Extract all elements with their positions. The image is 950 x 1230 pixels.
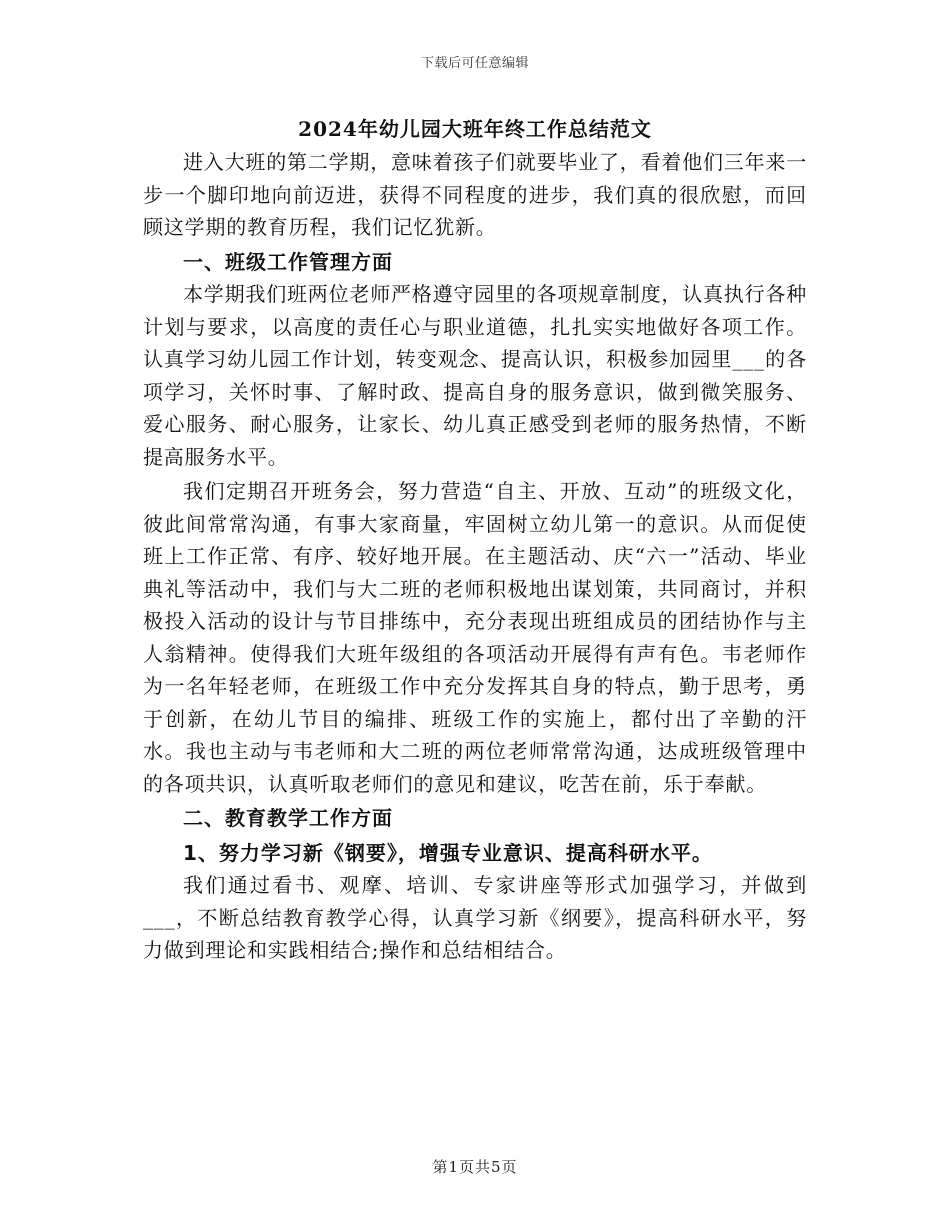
page-number: 第1页共5页 xyxy=(432,1158,518,1176)
section-2-heading: 二、教育教学工作方面 xyxy=(183,806,393,830)
section-1-heading: 一、班级工作管理方面 xyxy=(183,249,393,274)
intro-paragraph: 进入大班的第二学期，意味着孩子们就要毕业了，看着他们三年来一步一个脚印地向前迈进，获得不同程度的进步，我们真的很欣慰，而回顾这学期的教育历程，我们记忆犹新。 xyxy=(143,150,807,239)
document-title: 2024年幼儿园大班年终工作总结范文 xyxy=(298,117,652,141)
section-1-paragraph-2: 我们定期召开班务会，努力营造“自主、开放、互动”的班级文化，彼此间常常沟通，有事大家商量，牢固树立幼儿第一的意识。从而促使班上工作正常、有序、较好地开展。在主题活动、庆“六一”活动、毕业典礼等活动中，我们与大二班的老师积极地出谋划策，共同商讨，并积极投入活动的设计与节目排练中，充分表现出班组成员的团结协作与主人翁精神。使得我们大班年级组的各项活动开展得有声有色。韦老师作为一名年轻老师，在班级工作中充分发挥其自身的特点，勤于思考，勇于创新，在幼儿节目的编排、班级工作的实施上，都付出了辛勤的汗水。我也主动与韦老师和大二班的两位老师常常沟通，达成班级管理中的各项共识，认真听取老师们的意见和建议，吃苦在前，乐于奉献。 xyxy=(143,479,807,796)
header-note: 下载后可任意编辑 xyxy=(420,56,529,71)
section-2-subheading-1: 1、努力学习新《钢要》，增强专业意识、提高科研水平。 xyxy=(183,840,713,865)
section-2-subparagraph-1: 我们通过看书、观摩、培训、专家讲座等形式加强学习，并做到___，不断总结教育教学心得，认真学习新《纲要》，提高科研水平，努力做到理论和实践相结合;操作和总结相结合。 xyxy=(143,873,807,962)
document-body xyxy=(143,146,807,967)
section-1-paragraph-1: 本学期我们班两位老师严格遵守园里的各项规章制度，认真执行各种计划与要求，以高度的责任心与职业道德，扎扎实实地做好各项工作。认真学习幼儿园工作计划，转变观念、提高认识，积极参加园里___的各项学习，关怀时事、了解时政、提高自身的服务意识，做到微笑服务、爱心服务、耐心服务，让家长、幼儿真正感受到老师的服务热情，不断提高服务水平。 xyxy=(143,282,807,469)
